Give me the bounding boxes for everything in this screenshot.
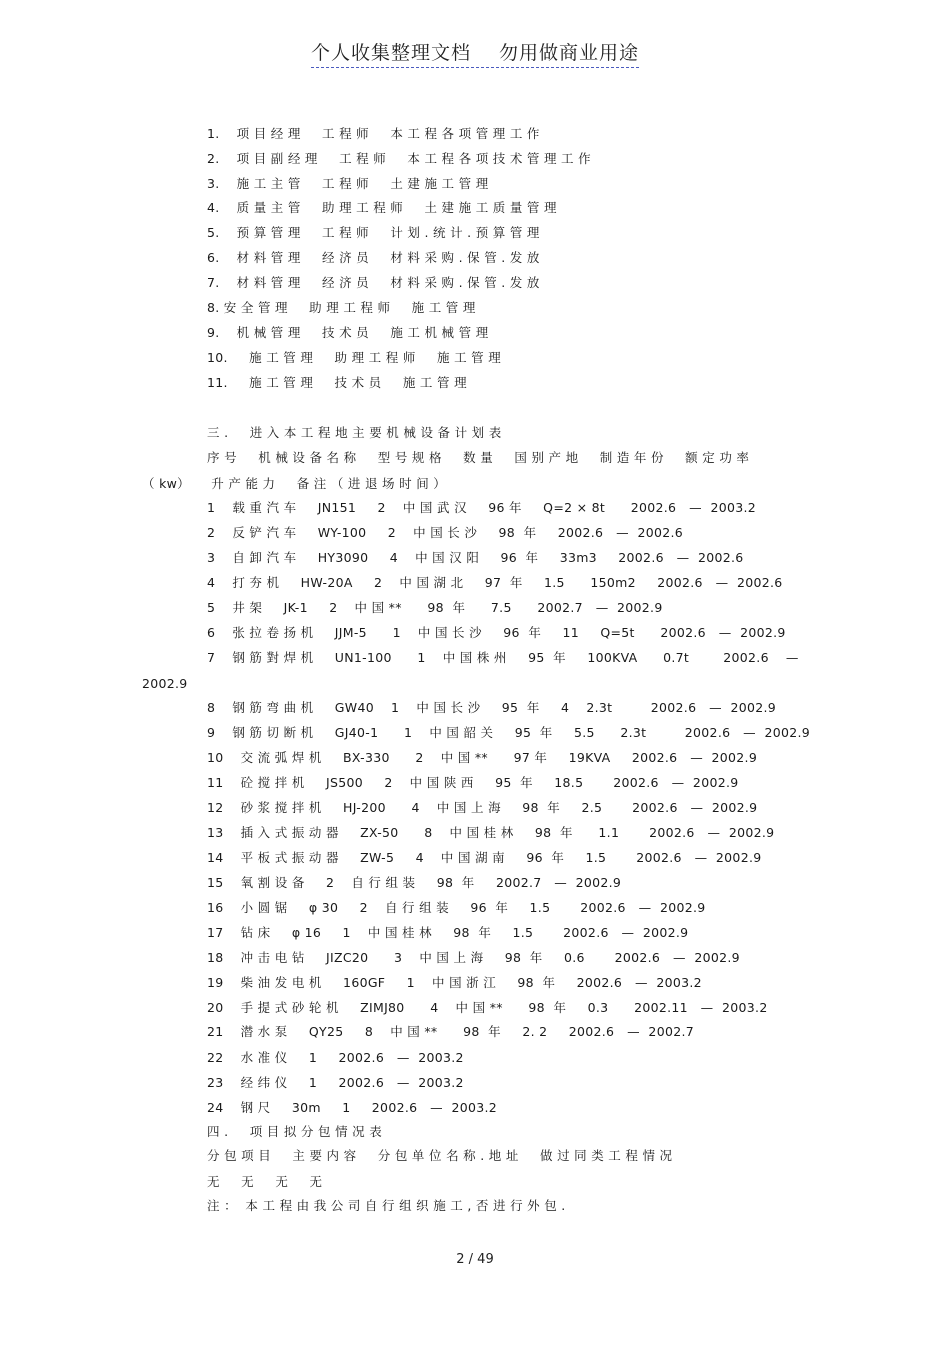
text-line: 16 小 圆 锯 φ 30 2 自 行 组 装 96 年 1.5 2002.6 — 2002.9 bbox=[207, 900, 706, 915]
header-left-text: 个人收集整理文档 bbox=[310, 42, 471, 64]
text-line: 14 平 板 式 振 动 器 ZW-5 4 中 国 湖 南 96 年 1.5 2002.6 — 2002.9 bbox=[207, 850, 762, 865]
text-line: 7. 材 料 管 理 经 济 员 材 料 采 购 . 保 管 . 发 放 bbox=[207, 275, 540, 290]
text-line: 15 氧 割 设 备 2 自 行 组 装 98 年 2002.7 — 2002.9 bbox=[207, 875, 622, 890]
text-line: 1. 项 目 经 理 工 程 师 本 工 程 各 项 管 理 工 作 bbox=[207, 126, 540, 141]
text-line: 8. 安 全 管 理 助 理 工 程 师 施 工 管 理 bbox=[207, 300, 476, 315]
text-line: 22 水 准 仪 1 2002.6 — 2003.2 bbox=[207, 1050, 464, 1065]
text-line: 20 手 提 式 砂 轮 机 ZIMJ80 4 中 国 ** 98 年 0.3 2002.11 — 2003.2 bbox=[207, 1000, 768, 1015]
text-line: 7 钢 筋 對 焊 机 UN1-100 1 中 国 株 州 95 年 100KVA 0.7t 2002.6 — bbox=[207, 650, 799, 665]
text-line: 12 砂 浆 搅 拌 机 HJ-200 4 中 国 上 海 98 年 2.5 2002.6 — 2002.9 bbox=[207, 800, 758, 815]
text-line: 11. 施 工 管 理 技 术 员 施 工 管 理 bbox=[207, 375, 467, 390]
text-line: （ kw） 升 产 能 力 备 注 （ 进 退 场 时 间 ） bbox=[142, 476, 447, 491]
text-line: 17 钻 床 φ 16 1 中 国 桂 林 98 年 1.5 2002.6 — 2002.9 bbox=[207, 925, 689, 940]
text-line: 序 号 机 械 设 备 名 称 型 号 规 格 数 量 国 别 产 地 制 造 年 份 额 定 功 率 bbox=[207, 450, 750, 465]
text-line: 4. 质 量 主 管 助 理 工 程 师 土 建 施 工 质 量 管 理 bbox=[207, 200, 557, 215]
text-line: 6. 材 料 管 理 经 济 员 材 料 采 购 . 保 管 . 发 放 bbox=[207, 250, 540, 265]
text-line: 分 包 项 目 主 要 内 容 分 包 单 位 名 称 . 地 址 做 过 同 类 工 程 情 况 bbox=[207, 1148, 673, 1163]
header-right-text: 勿用做商业用途 bbox=[499, 42, 640, 64]
text-line: 18 冲 击 电 钻 JIZC20 3 中 国 上 海 98 年 0.6 2002.6 — 2002.9 bbox=[207, 950, 740, 965]
page-number: 2 / 49 bbox=[456, 1252, 494, 1267]
text-line: 四 . 项 目 拟 分 包 情 况 表 bbox=[207, 1124, 383, 1139]
text-line: 8 钢 筋 弯 曲 机 GW40 1 中 国 长 沙 95 年 4 2.3t 2002.6 — 2002.9 bbox=[207, 700, 777, 715]
text-line: 23 经 纬 仪 1 2002.6 — 2003.2 bbox=[207, 1075, 464, 1090]
text-line: 4 打 夯 机 HW-20A 2 中 国 湖 北 97 年 1.5 150m2 2002.6 — 2002.6 bbox=[207, 575, 783, 590]
text-line: 2002.9 bbox=[142, 676, 188, 691]
text-line: 11 砼 搅 拌 机 JS500 2 中 国 陕 西 95 年 18.5 2002.6 — 2002.9 bbox=[207, 775, 739, 790]
text-line: 2 反 铲 汽 车 WY-100 2 中 国 长 沙 98 年 2002.6 — 2002.6 bbox=[207, 525, 683, 540]
text-line: 13 插 入 式 振 动 器 ZX-50 8 中 国 桂 林 98 年 1.1 2002.6 — 2002.9 bbox=[207, 825, 775, 840]
text-line: 10. 施 工 管 理 助 理 工 程 师 施 工 管 理 bbox=[207, 350, 502, 365]
text-line: 6 张 拉 卷 扬 机 JJM-5 1 中 国 长 沙 96 年 11 Q=5t 2002.6 — 2002.9 bbox=[207, 625, 786, 640]
text-line: 注 ： 本 工 程 由 我 公 司 自 行 组 织 施 工 , 否 进 行 外 包 . bbox=[207, 1198, 566, 1213]
text-line: 21 潜 水 泵 QY25 8 中 国 ** 98 年 2. 2 2002.6 — 2002.7 bbox=[207, 1024, 694, 1039]
text-line: 3 自 卸 汽 车 HY3090 4 中 国 汉 阳 96 年 33m3 2002.6 — 2002.6 bbox=[207, 550, 744, 565]
text-line: 3. 施 工 主 管 工 程 师 土 建 施 工 管 理 bbox=[207, 176, 489, 191]
text-line: 9. 机 械 管 理 技 术 员 施 工 机 械 管 理 bbox=[207, 325, 489, 340]
header-watermark-text bbox=[311, 38, 639, 68]
text-line: 10 交 流 弧 焊 机 BX-330 2 中 国 ** 97 年 19KVA 2002.6 — 2002.9 bbox=[207, 750, 758, 765]
text-line: 1 载 重 汽 车 JN151 2 中 国 武 汉 96 年 Q=2 × 8t 2002.6 — 2003.2 bbox=[207, 500, 756, 515]
page-header bbox=[0, 38, 950, 68]
text-line: 无 无 无 无 bbox=[207, 1174, 323, 1189]
text-line: 三 . 进 入 本 工 程 地 主 要 机 械 设 备 计 划 表 bbox=[207, 425, 502, 440]
text-line: 2. 项 目 副 经 理 工 程 师 本 工 程 各 项 技 术 管 理 工 作 bbox=[207, 151, 591, 166]
text-line: 24 钢 尺 30m 1 2002.6 — 2003.2 bbox=[207, 1100, 498, 1115]
text-line: 5 井 架 JK-1 2 中 国 ** 98 年 7.5 2002.7 — 2002.9 bbox=[207, 600, 663, 615]
text-line: 19 柴 油 发 电 机 160GF 1 中 国 浙 江 98 年 2002.6 — 2003.2 bbox=[207, 975, 702, 990]
text-line: 9 钢 筋 切 断 机 GJ40-1 1 中 国 韶 关 95 年 5.5 2.3t 2002.6 — 2002.9 bbox=[207, 725, 811, 740]
text-line: 5. 预 算 管 理 工 程 师 计 划 . 统 计 . 预 算 管 理 bbox=[207, 225, 540, 240]
